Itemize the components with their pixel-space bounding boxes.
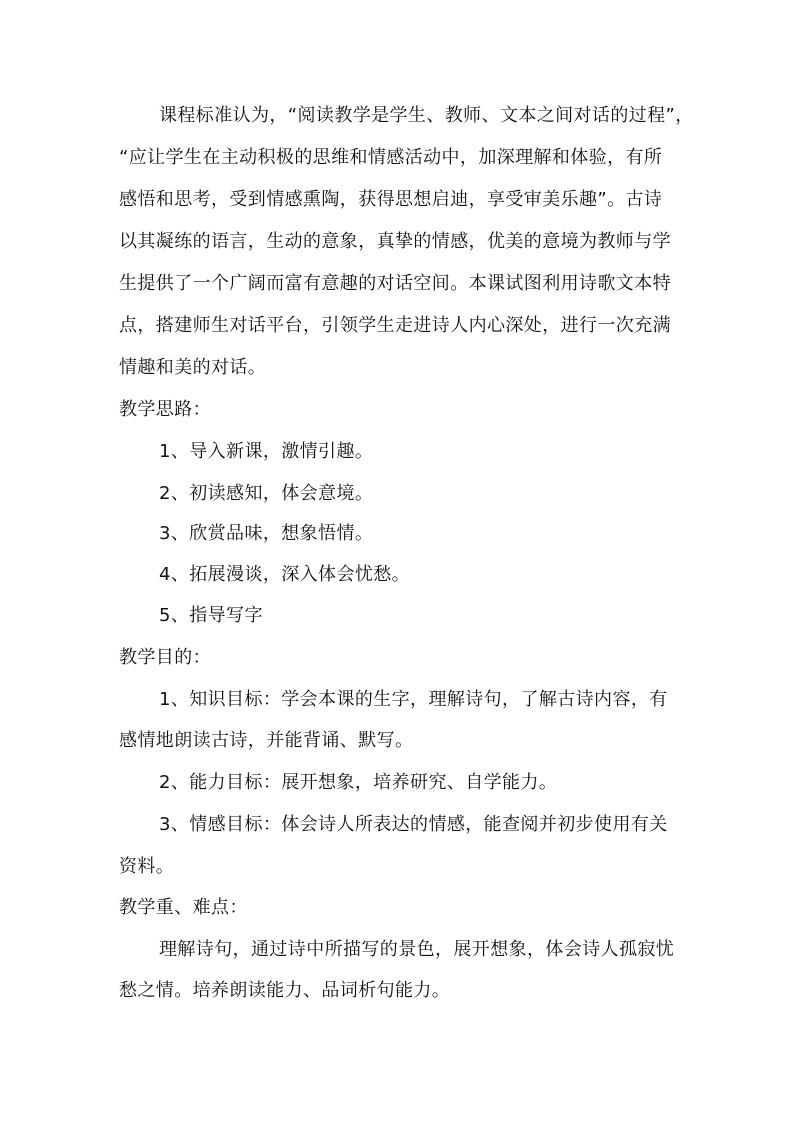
intro-line-4: 以其凝练的语言，生动的意象，真挚的情感，优美的意境为教师与学 [119, 231, 671, 252]
intro-line-5: 生提供了一个广阔而富有意趣的对话空间。本课试图利用诗歌文本特 [119, 273, 671, 294]
intro-line-2: “应让学生在主动积极的思维和情感活动中，加深理解和体验，有所 [119, 147, 663, 168]
approach-item-4: 4、拓展漫谈，深入体会忧愁。 [159, 564, 411, 585]
approach-heading: 教学思路： [119, 399, 211, 420]
objectives-line-1: 1、知识目标：学会本课的生字，理解诗句，了解古诗内容，有 [159, 689, 668, 710]
keypoints-line-2: 愁之情。培养朗读能力、品词析句能力。 [119, 980, 451, 1001]
keypoints-line-1: 理解诗句，通过诗中所描写的景色，展开想象，体会诗人孤寂忧 [159, 939, 675, 960]
approach-item-2: 2、初读感知，体会意境。 [159, 483, 374, 504]
objectives-line-2: 感情地朗读古诗，并能背诵、默写。 [119, 730, 414, 751]
objectives-line-4: 3、情感目标：体会诗人所表达的情感，能查阅并初步使用有关 [159, 814, 668, 835]
intro-line-7: 情趣和美的对话。 [119, 357, 267, 378]
intro-line-3: 感悟和思考，受到情感熏陶，获得思想启迪，享受审美乐趣”。古诗 [119, 189, 663, 210]
objectives-heading: 教学目的： [119, 647, 211, 668]
intro-line-1: 课程标准认为，“阅读教学是学生、教师、文本之间对话的过程”， [159, 105, 694, 126]
approach-item-3: 3、欣赏品味，想象悟情。 [159, 523, 374, 544]
objectives-line-5: 资料。 [119, 856, 175, 877]
objectives-line-3: 2、能力目标：展开想象，培养研究、自学能力。 [159, 772, 558, 793]
approach-item-5: 5、指导写字 [159, 605, 263, 626]
intro-line-6: 点，搭建师生对话平台，引领学生走进诗人内心深处，进行一次充满 [119, 315, 671, 336]
approach-item-1: 1、导入新课，激情引趣。 [159, 441, 374, 462]
keypoints-heading: 教学重、难点： [119, 897, 248, 918]
